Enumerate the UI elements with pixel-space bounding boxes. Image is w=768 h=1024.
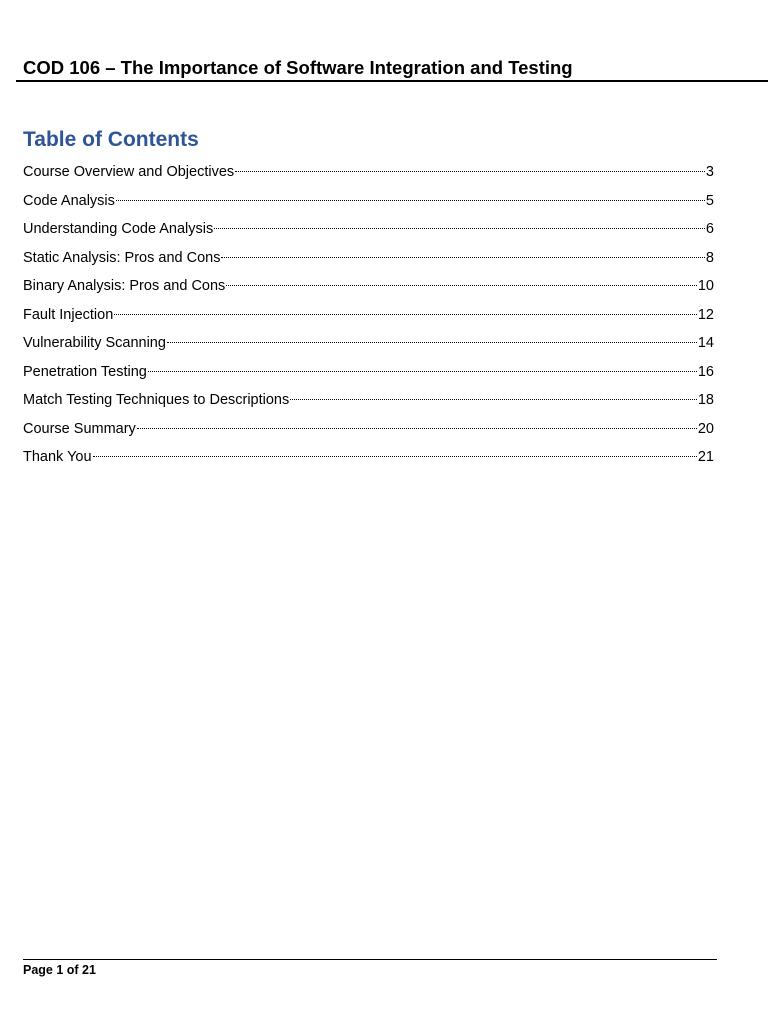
toc-entry-course-overview[interactable]	[23, 162, 714, 191]
toc-dot-leader	[235, 171, 705, 172]
toc-entry-page: 16	[697, 363, 714, 380]
toc-entry-thank-you[interactable]	[23, 447, 714, 476]
toc-entry-understanding-code-analysis[interactable]	[23, 219, 714, 248]
toc-entry-page: 6	[705, 221, 714, 237]
toc-entry-label: Thank You	[23, 449, 92, 465]
toc-entry-page: 18	[697, 392, 714, 408]
toc-entry-static-analysis[interactable]	[23, 248, 714, 277]
toc-entry-fault-injection[interactable]	[23, 305, 714, 334]
toc-dot-leader	[148, 371, 697, 372]
toc-entry-label: Match Testing Techniques to Descriptions	[23, 392, 290, 408]
toc-entry-label: Penetration Testing	[23, 363, 147, 380]
toc-entry-code-analysis[interactable]	[23, 191, 714, 220]
footer-divider	[23, 959, 717, 960]
toc-list	[23, 162, 714, 476]
toc-entry-vulnerability-scanning[interactable]	[23, 333, 714, 362]
toc-dot-leader	[221, 257, 704, 258]
toc-dot-leader	[214, 228, 705, 229]
toc-entry-label: Understanding Code Analysis	[23, 221, 214, 237]
toc-dot-leader	[137, 428, 697, 429]
toc-dot-leader	[226, 285, 697, 286]
toc-dot-leader	[114, 314, 697, 315]
toc-entry-page: 5	[705, 192, 714, 209]
toc-dot-leader	[167, 342, 697, 343]
toc-entry-page: 14	[697, 335, 714, 351]
toc-entry-page: 21	[697, 449, 714, 465]
toc-entry-label: Binary Analysis: Pros and Cons	[23, 278, 226, 294]
toc-dot-leader	[290, 399, 697, 400]
header-divider	[16, 80, 768, 82]
toc-dot-leader	[116, 200, 705, 201]
toc-entry-label: Course Overview and Objectives	[23, 164, 235, 180]
toc-dot-leader	[93, 456, 697, 457]
toc-entry-label: Static Analysis: Pros and Cons	[23, 249, 221, 266]
page-number: Page 1 of 21	[23, 963, 96, 977]
toc-entry-label: Fault Injection	[23, 306, 114, 323]
toc-entry-page: 20	[697, 420, 714, 437]
toc-entry-page: 12	[697, 306, 714, 323]
toc-entry-page: 10	[697, 278, 714, 294]
toc-entry-label: Code Analysis	[23, 192, 115, 209]
toc-entry-penetration-testing[interactable]	[23, 362, 714, 391]
toc-entry-label: Vulnerability Scanning	[23, 335, 166, 351]
toc-entry-page: 8	[705, 249, 714, 266]
toc-entry-match-testing-techniques[interactable]	[23, 390, 714, 419]
document-title: COD 106 – The Importance of Software Integration and Testing	[23, 57, 573, 78]
toc-heading: Table of Contents	[23, 128, 199, 151]
toc-entry-label: Course Summary	[23, 420, 136, 437]
toc-entry-binary-analysis[interactable]	[23, 276, 714, 305]
toc-entry-course-summary[interactable]	[23, 419, 714, 448]
toc-entry-page: 3	[705, 164, 714, 180]
